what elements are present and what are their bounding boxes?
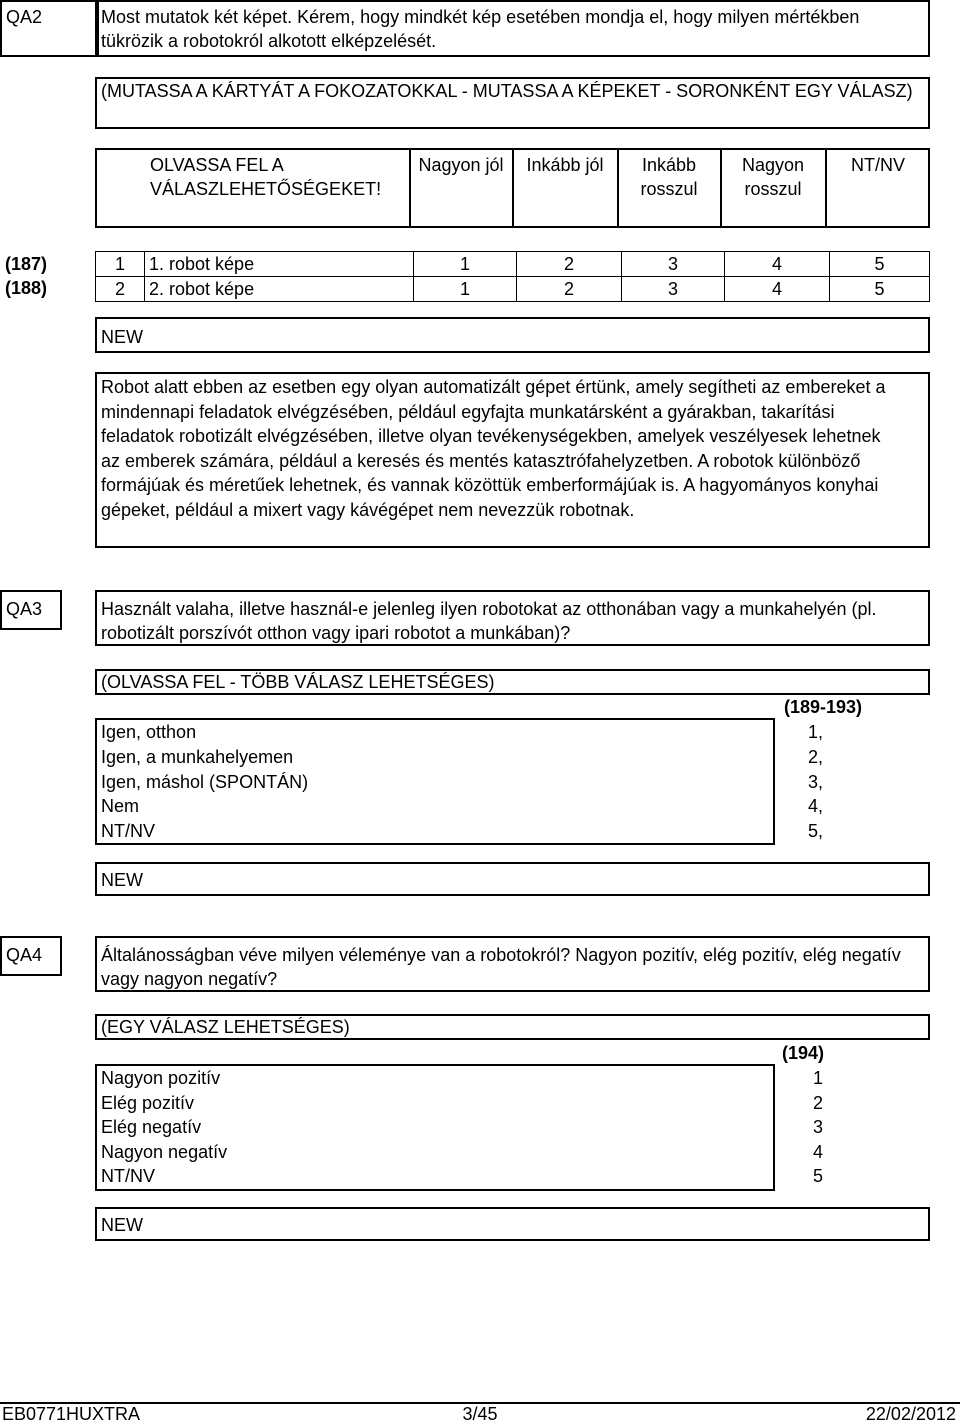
qa4-code-1: 1 [812,1068,823,1088]
cell-value[interactable]: 4 [725,252,830,277]
qa2-question: Most mutatok két képet. Kérem, hogy mindkét kép esetében mondja el, hogy milyen mértékben tükrözik a robotokról alkotott elképzelését. [101,7,860,51]
qa2-new-label: NEW [101,327,143,347]
cell-value[interactable]: 1 [414,252,517,277]
qa3-new-box [95,862,930,896]
scale-label-2: Inkább jól [526,155,604,175]
qa4-option-4[interactable]: Nagyon negatív [101,1142,228,1162]
qa4-code-5: 5 [812,1166,823,1186]
scale-label-4: Nagyon rosszul [741,155,805,199]
qa4-new-box [95,1207,930,1241]
qa4-option-5[interactable]: NT/NV [101,1166,155,1186]
qa3-option-3[interactable]: Igen, máshol (SPONTÁN) [101,772,309,792]
definition-text: Robot alatt ebben az esetben egy olyan automatizált gépet értünk, amely segítheti az embereket a mindennapi feladatok elvégzésében, például egyfajta munkatársként a gyárakban, takarítási feladatok robotizált elvégzésében, illetve olyan tevékenységekben, amelyek veszélyesek lehetnek az emberek számára, például a keresés és mentés katasztrófahelyzetben. A robotok különböző formájúak és méretűek lehetnek, és vannak közöttük emberformájúak is. A hagyományos konyhai gépeket, például a mixert vagy kávégépet nem nevezzük robotnak. [101,377,886,520]
qa3-code-4: 4, [807,796,823,816]
cell-value[interactable]: 5 [830,277,930,302]
qa4-option-3[interactable]: Elég negatív [101,1117,202,1137]
qa3-code-3: 3, [807,772,823,792]
scale-label-3: Inkább rosszul [640,155,698,199]
row-code-188: (188) [5,278,48,298]
qa4-code-4: 4 [812,1142,823,1162]
cell-value[interactable]: 3 [622,277,725,302]
scale-label-1: Nagyon jól [418,155,504,175]
qa2-instruction: (MUTASSA A KÁRTYÁT A FOKOZATOKKAL - MUTASSA A KÉPEKET - SORONKÉNT EGY VÁLASZ) [101,81,913,101]
qa2-read-out: OLVASSA FEL A VÁLASZLEHETŐSÉGEKET! [150,155,382,199]
qa4-new-label: NEW [101,1215,143,1235]
qa3-code-5: 5, [807,821,823,841]
cell-value[interactable]: 1 [414,277,517,302]
qa2-code: QA2 [6,7,43,27]
footer-page: 3/45 [462,1404,498,1424]
qa3-option-5[interactable]: NT/NV [101,821,155,841]
cell-value[interactable]: 3 [622,252,725,277]
qa3-code: QA3 [6,599,43,619]
qa4-option-1[interactable]: Nagyon pozitív [101,1068,221,1088]
qa2-rating-table [95,251,930,302]
row-num: 1 [96,252,145,277]
table-row [96,252,930,277]
qa4-code: QA4 [6,945,43,965]
footer-doc-id: EB0771HUXTRA [2,1404,141,1424]
row-num: 2 [96,277,145,302]
qa3-code-2: 2, [807,747,823,767]
qa4-instruction: (EGY VÁLASZ LEHETSÉGES) [101,1017,350,1037]
qa3-option-2[interactable]: Igen, a munkahelyemen [101,747,294,767]
cell-value[interactable]: 4 [725,277,830,302]
qa4-question: Általánosságban véve milyen véleménye van a robotokról? Nagyon pozitív, elég pozitív, elég negatív vagy nagyon negatív? [101,945,901,989]
qa2-new-box [95,317,930,353]
scale-label-5: NT/NV [851,155,905,175]
qa4-option-2[interactable]: Elég pozitív [101,1093,195,1113]
cell-value[interactable]: 2 [517,252,622,277]
qa4-code-2: 2 [812,1093,823,1113]
row-label: 2. robot képe [145,277,414,302]
footer-date: 22/02/2012 [865,1404,956,1424]
qa3-option-1[interactable]: Igen, otthon [101,722,197,742]
table-row [96,277,930,302]
row-label: 1. robot képe [145,252,414,277]
cell-value[interactable]: 2 [517,277,622,302]
qa3-instruction: (OLVASSA FEL - TÖBB VÁLASZ LEHETSÉGES) [101,672,495,692]
qa3-question: Használt valaha, illetve használ-e jelenleg ilyen robotokat az otthonában vagy a munkahelyén (pl. robotizált porszívót otthon vagy ipari robotot a munkában)? [101,599,877,643]
row-code-187: (187) [5,254,48,274]
qa3-new-label: NEW [101,870,143,890]
qa4-code-3: 3 [812,1117,823,1137]
qa3-option-4[interactable]: Nem [101,796,140,816]
qa3-col-code: (189-193) [783,697,862,717]
qa3-code-1: 1, [807,722,823,742]
qa4-col-code: (194) [781,1043,824,1063]
cell-value[interactable]: 5 [830,252,930,277]
